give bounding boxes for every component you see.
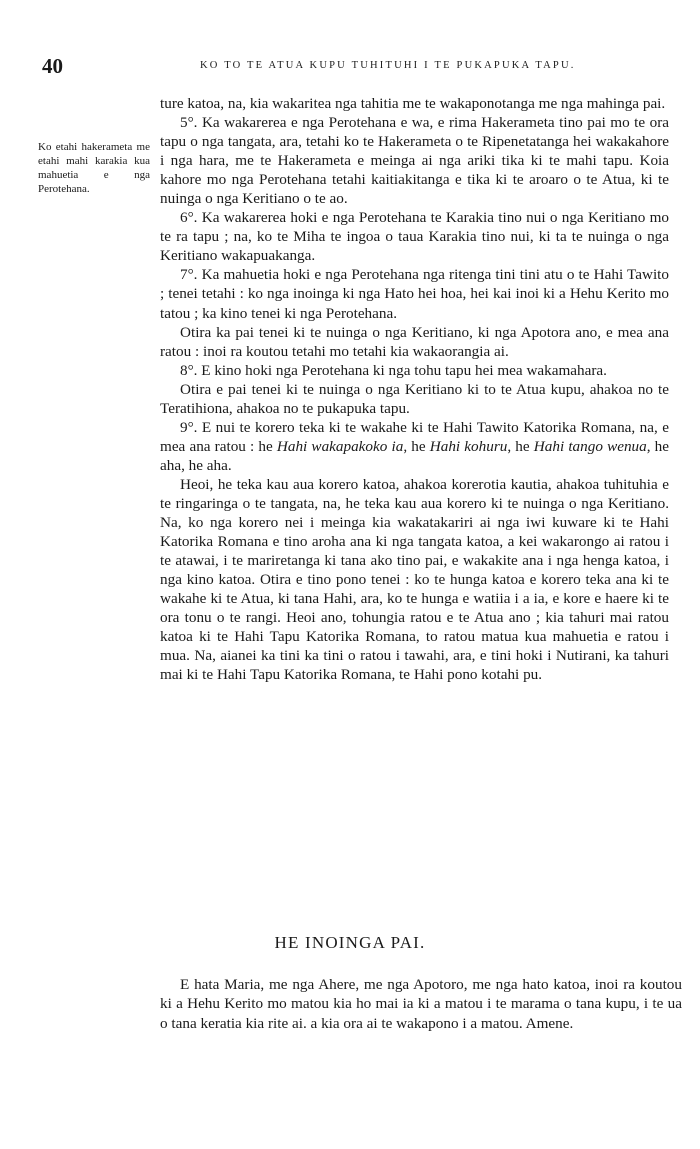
body-text — [160, 94, 669, 684]
section-heading: HE INOINGA PAI. — [274, 933, 426, 952]
paragraph-8-rebuttal: Otira e pai tenei ki te nuinga o nga Keritiano ki to te Atua kupu, ahakoa no te Teratihiona, ahakoa no te pukapuka tapu. — [160, 380, 669, 417]
paragraph-7: 7°. Ka mahuetia hoki e nga Perotehana nga ritenga tini tini atu o te Hahi Tawito ; tenei tetahi : ko nga inoinga ki nga Hato hei hoa, hei kai inoi ki a Hehu Kerito mo tatou ; ka kino tenei ki nga Perotehana. — [160, 266, 669, 322]
paragraph-9-text-d: , he aha, he aha. — [160, 437, 670, 474]
italic-phrase-2: Hahi kohuru — [429, 437, 508, 455]
paragraph-9 — [160, 418, 669, 475]
paragraph-9-text-b: , he — [403, 437, 430, 455]
paragraph-5: 5°. Ka wakarerea e nga Perotehana e wa, e rima Hakerameta tino pai mo te ora tapu o nga tangata, ara, tetahi ko te Hakerameta o te Ripenetatanga hei wakakahore i nga hara, me te Hakerameta e meinga ai nga ariki tika ki te mahi tapu. Koia kahore mo nga Perotehana tetahi kaitiakitanga e tika ki te aroaro o te Atua, ki te nuinga o nga Keritiano o te ao. — [160, 114, 669, 208]
italic-phrase-3: Hahi tango wenua — [533, 437, 647, 455]
paragraph-6: 6°. Ka wakarerea hoki e nga Perotehana te Karakia tino nui o nga Keritiano mo te ra tapu ; na, ko te Miha te ingoa o taua Karakia tino nui, ki ta te nuinga o nga Keritiano wakapuakanga. — [160, 209, 669, 265]
paragraph-9-text-a: 9°. E nui te korero teka ki te wakahe ki te Hahi Tawito Katorika Romana, na, e mea ana ratou : he — [160, 418, 669, 455]
paragraph-continuation: ture katoa, na, kia wakaritea nga tahitia me te wakaponotanga me nga mahinga pai. — [160, 95, 666, 112]
running-head: KO TO TE ATUA KUPU TUHITUHI I TE PUKAPUKA TAPU. — [200, 60, 576, 71]
prayer-paragraph: E hata Maria, me nga Ahere, me nga Apotoro, me nga hato katoa, inoi ra koutou ki a Hehu Kerito mo matou kia ho mai ia ki a matou i te marama o tana kupu, i te ua o tana keratia kia rite ai. a kia ora ai te wakapono i a matou. Amene. — [160, 976, 682, 1032]
page-number: 40 — [42, 54, 63, 78]
italic-phrase-1: Hahi wakapakoko ia — [276, 437, 404, 455]
prayer-text — [160, 975, 682, 1033]
paragraph-8: 8°. E kino hoki nga Perotehana ki nga tohu tapu hei mea wakamahara. — [180, 361, 607, 379]
paragraph-10: Heoi, he teka kau aua korero katoa, ahakoa korerotia kautia, ahakoa tuhituhia e te ringaringa o te tangata, na, he teka kau aua korero ki te nuinga o nga Keritiano. Na, ko nga korero nei i meinga kia wakatakariri ai nga iwi kuware ki te Hahi Katorika Romana e tino aroha ana ki nga tangata katoa, a kei wakarongo ai ratou i te atawai, i te mariretanga ki tana ako tino pai, e wakakite ana i nga henga katoa, i nga kino katoa. Otira e tino pono tenei : ko te hunga katoa e korero teka ana ki te wakahe ki te Atua, ki tana Hahi, ara, ko te hunga e watiia i a ia, e kore e haere ki te ora tonu o te rangi. Heoi ano, tohungia ratou e te Atua ano ; kia tahuri mai ratou katoa ki te Hahi Tapu Katorika Romana, to ratou matua kua mahuetia e ratou i mua. Na, aianei ka tini ka tini o ratou i tawahi, ara, e tini hoki i Nutirani, ka tahuri mai ki te Hahi Tapu Katorika Romana, te Hahi pono kotahi pu. — [160, 475, 669, 684]
margin-note: Ko etahi hakerameta me etahi mahi karakia kua mahuetia e nga Perotehana. — [38, 141, 150, 195]
paragraph-9-text-c: , he — [507, 437, 534, 455]
paragraph-7-rebuttal: Otira ka pai tenei ki te nuinga o nga Keritiano, ki nga Apotora ano, e mea ana ratou : inoi ra koutou tetahi mo tetahi kia wakaorangia ai. — [160, 323, 669, 360]
